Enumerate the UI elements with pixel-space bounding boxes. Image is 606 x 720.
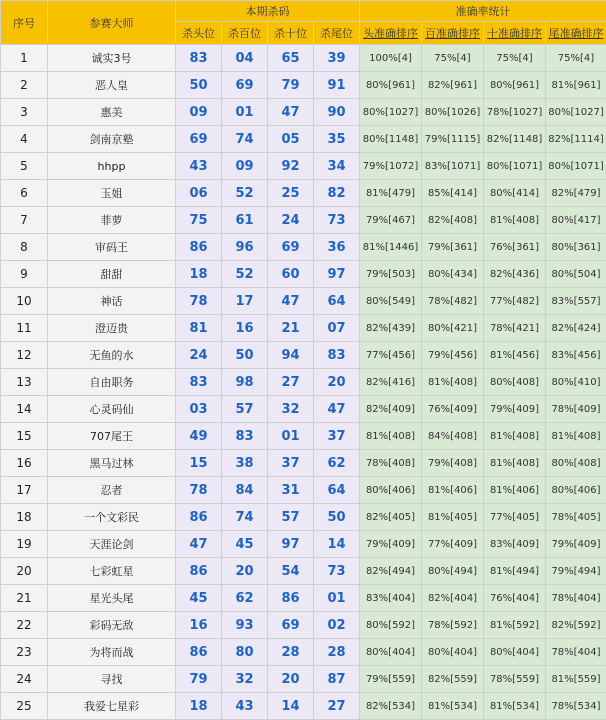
accuracy-value: 79%[408] <box>422 450 484 477</box>
table-row <box>1 585 606 612</box>
kill-number: 69 <box>176 126 222 153</box>
master-name: 心灵码仙 <box>48 396 176 423</box>
kill-number: 47 <box>314 396 360 423</box>
accuracy-value: 75%[4] <box>546 45 606 72</box>
kill-number: 52 <box>222 261 268 288</box>
accuracy-value: 81%[408] <box>360 423 422 450</box>
accuracy-value: 80%[1148] <box>360 126 422 153</box>
accuracy-value: 81%[408] <box>546 423 606 450</box>
kill-number: 16 <box>222 315 268 342</box>
accuracy-value: 82%[534] <box>360 693 422 720</box>
row-index: 14 <box>1 396 48 423</box>
accuracy-value: 78%[592] <box>422 612 484 639</box>
master-name: 澄迈贵 <box>48 315 176 342</box>
kill-number: 57 <box>222 396 268 423</box>
kill-number: 43 <box>222 693 268 720</box>
accuracy-value: 81%[494] <box>484 558 546 585</box>
kill-number: 97 <box>314 261 360 288</box>
kill-number: 50 <box>176 72 222 99</box>
accuracy-value: 79%[409] <box>360 531 422 558</box>
kill-number: 18 <box>176 693 222 720</box>
kill-number: 36 <box>314 234 360 261</box>
kill-number: 65 <box>268 45 314 72</box>
accuracy-value: 78%[421] <box>484 315 546 342</box>
accuracy-value: 85%[414] <box>422 180 484 207</box>
accuracy-value: 77%[405] <box>484 504 546 531</box>
accuracy-value: 78%[404] <box>546 639 606 666</box>
master-name: 惠美 <box>48 99 176 126</box>
accuracy-value: 76%[404] <box>484 585 546 612</box>
kill-number: 84 <box>222 477 268 504</box>
accuracy-value: 77%[482] <box>484 288 546 315</box>
accuracy-value: 81%[408] <box>422 369 484 396</box>
accuracy-value: 100%[4] <box>360 45 422 72</box>
row-index: 5 <box>1 153 48 180</box>
accuracy-value: 82%[416] <box>360 369 422 396</box>
accuracy-value: 80%[361] <box>546 234 606 261</box>
kill-number: 45 <box>176 585 222 612</box>
row-index: 2 <box>1 72 48 99</box>
table-row <box>1 99 606 126</box>
master-name: 剑南京塾 <box>48 126 176 153</box>
table-body <box>1 45 606 720</box>
accuracy-value: 79%[409] <box>484 396 546 423</box>
row-index: 15 <box>1 423 48 450</box>
accuracy-value: 80%[404] <box>484 639 546 666</box>
kill-number: 69 <box>222 72 268 99</box>
accuracy-value: 77%[456] <box>360 342 422 369</box>
accuracy-value: 82%[559] <box>422 666 484 693</box>
kill-number: 81 <box>176 315 222 342</box>
accuracy-value: 81%[408] <box>484 207 546 234</box>
kill-number: 37 <box>314 423 360 450</box>
kill-number: 50 <box>222 342 268 369</box>
kill-number: 73 <box>314 207 360 234</box>
accuracy-value: 80%[406] <box>360 477 422 504</box>
accuracy-value: 80%[592] <box>360 612 422 639</box>
kill-number: 14 <box>268 693 314 720</box>
kill-number: 47 <box>268 99 314 126</box>
master-name: 七彩虹星 <box>48 558 176 585</box>
header-accuracy-sort-label[interactable]: 十准确排序 <box>487 27 542 40</box>
kill-number: 47 <box>176 531 222 558</box>
kill-number: 09 <box>176 99 222 126</box>
row-index: 21 <box>1 585 48 612</box>
master-name: 玉姐 <box>48 180 176 207</box>
table-row <box>1 72 606 99</box>
accuracy-value: 79%[1115] <box>422 126 484 153</box>
accuracy-value: 80%[494] <box>422 558 484 585</box>
accuracy-value: 78%[408] <box>360 450 422 477</box>
kill-number: 86 <box>176 234 222 261</box>
kill-number: 15 <box>176 450 222 477</box>
accuracy-value: 81%[406] <box>422 477 484 504</box>
master-name: 星光头尾 <box>48 585 176 612</box>
kill-number: 16 <box>176 612 222 639</box>
kill-number: 39 <box>314 45 360 72</box>
kill-number: 28 <box>314 639 360 666</box>
kill-number: 83 <box>176 369 222 396</box>
accuracy-value: 80%[414] <box>484 180 546 207</box>
row-index: 18 <box>1 504 48 531</box>
accuracy-value: 81%[479] <box>360 180 422 207</box>
accuracy-value: 80%[1071] <box>484 153 546 180</box>
accuracy-value: 79%[1072] <box>360 153 422 180</box>
accuracy-value: 81%[408] <box>484 450 546 477</box>
master-name: 彩码无敌 <box>48 612 176 639</box>
kill-number: 45 <box>222 531 268 558</box>
master-name: 恶人皇 <box>48 72 176 99</box>
table-row <box>1 396 606 423</box>
row-index: 10 <box>1 288 48 315</box>
table-row <box>1 693 606 720</box>
row-index: 17 <box>1 477 48 504</box>
master-name: 我爱七星彩 <box>48 693 176 720</box>
kill-number: 50 <box>314 504 360 531</box>
kill-number: 86 <box>176 639 222 666</box>
header-master: 参赛大师 <box>48 1 176 45</box>
row-index: 25 <box>1 693 48 720</box>
kill-number: 32 <box>268 396 314 423</box>
accuracy-value: 82%[424] <box>546 315 606 342</box>
master-name: 天涯论剑 <box>48 531 176 558</box>
kill-number: 35 <box>314 126 360 153</box>
kill-number: 01 <box>314 585 360 612</box>
accuracy-value: 83%[557] <box>546 288 606 315</box>
accuracy-value: 80%[408] <box>546 450 606 477</box>
kill-number: 49 <box>176 423 222 450</box>
accuracy-value: 78%[404] <box>546 585 606 612</box>
header-accuracy-sort-link[interactable] <box>422 22 484 45</box>
accuracy-value: 75%[4] <box>422 45 484 72</box>
header-accuracy-group: 准确率统计 <box>360 1 606 22</box>
table-row <box>1 315 606 342</box>
kill-number: 27 <box>268 369 314 396</box>
kill-number: 24 <box>268 207 314 234</box>
header-accuracy-sort-link[interactable] <box>484 22 546 45</box>
accuracy-value: 78%[1027] <box>484 99 546 126</box>
accuracy-value: 80%[1026] <box>422 99 484 126</box>
kill-number: 97 <box>268 531 314 558</box>
kill-number: 18 <box>176 261 222 288</box>
kill-number: 64 <box>314 477 360 504</box>
kill-number: 52 <box>222 180 268 207</box>
kill-number: 24 <box>176 342 222 369</box>
table-row <box>1 639 606 666</box>
accuracy-value: 80%[421] <box>422 315 484 342</box>
accuracy-value: 82%[479] <box>546 180 606 207</box>
accuracy-value: 79%[559] <box>360 666 422 693</box>
table-row <box>1 531 606 558</box>
accuracy-value: 83%[404] <box>360 585 422 612</box>
master-name: 菲萝 <box>48 207 176 234</box>
kill-number: 83 <box>314 342 360 369</box>
table-row <box>1 477 606 504</box>
kill-number: 79 <box>176 666 222 693</box>
accuracy-value: 79%[467] <box>360 207 422 234</box>
accuracy-value: 80%[961] <box>360 72 422 99</box>
kill-number: 83 <box>176 45 222 72</box>
accuracy-value: 80%[1027] <box>360 99 422 126</box>
table-row <box>1 666 606 693</box>
kill-number: 64 <box>314 288 360 315</box>
master-name: 无鱼的水 <box>48 342 176 369</box>
table-row <box>1 180 606 207</box>
accuracy-value: 83%[456] <box>546 342 606 369</box>
accuracy-value: 80%[1027] <box>546 99 606 126</box>
header-index: 序号 <box>1 1 48 45</box>
accuracy-value: 79%[494] <box>546 558 606 585</box>
kill-number: 73 <box>314 558 360 585</box>
accuracy-value: 82%[494] <box>360 558 422 585</box>
kill-number: 20 <box>222 558 268 585</box>
master-name: 707尾王 <box>48 423 176 450</box>
accuracy-value: 78%[409] <box>546 396 606 423</box>
kill-number: 78 <box>176 477 222 504</box>
kill-number: 86 <box>176 558 222 585</box>
row-index: 1 <box>1 45 48 72</box>
table-row <box>1 207 606 234</box>
kill-number: 34 <box>314 153 360 180</box>
accuracy-value: 83%[1071] <box>422 153 484 180</box>
row-index: 6 <box>1 180 48 207</box>
kill-number: 61 <box>222 207 268 234</box>
table-row <box>1 126 606 153</box>
table-row <box>1 261 606 288</box>
table-row <box>1 558 606 585</box>
accuracy-value: 82%[1148] <box>484 126 546 153</box>
kill-number: 86 <box>268 585 314 612</box>
accuracy-value: 81%[406] <box>484 477 546 504</box>
header-accuracy-sort-link[interactable] <box>546 22 606 45</box>
header-kill-col: 杀头位 <box>176 22 222 45</box>
accuracy-value: 78%[482] <box>422 288 484 315</box>
header-kill-col: 杀十位 <box>268 22 314 45</box>
master-name: 黑马过林 <box>48 450 176 477</box>
table-row <box>1 234 606 261</box>
kill-number: 06 <box>176 180 222 207</box>
accuracy-value: 78%[405] <box>546 504 606 531</box>
accuracy-value: 80%[504] <box>546 261 606 288</box>
accuracy-value: 81%[534] <box>484 693 546 720</box>
kill-number: 37 <box>268 450 314 477</box>
kill-number: 02 <box>314 612 360 639</box>
master-name: 审码王 <box>48 234 176 261</box>
kill-number: 60 <box>268 261 314 288</box>
table-row <box>1 45 606 72</box>
accuracy-value: 80%[961] <box>484 72 546 99</box>
kill-number: 78 <box>176 288 222 315</box>
accuracy-value: 81%[1446] <box>360 234 422 261</box>
kill-number: 25 <box>268 180 314 207</box>
kill-number: 74 <box>222 504 268 531</box>
header-accuracy-sort-label[interactable]: 头准确排序 <box>363 27 418 40</box>
accuracy-value: 79%[503] <box>360 261 422 288</box>
kill-number: 07 <box>314 315 360 342</box>
kill-number: 03 <box>176 396 222 423</box>
accuracy-value: 80%[434] <box>422 261 484 288</box>
accuracy-value: 81%[592] <box>484 612 546 639</box>
kill-number: 57 <box>268 504 314 531</box>
kill-number: 54 <box>268 558 314 585</box>
accuracy-value: 82%[409] <box>360 396 422 423</box>
kill-number: 62 <box>314 450 360 477</box>
kill-number: 62 <box>222 585 268 612</box>
table-row <box>1 369 606 396</box>
accuracy-value: 76%[361] <box>484 234 546 261</box>
row-index: 8 <box>1 234 48 261</box>
accuracy-value: 79%[361] <box>422 234 484 261</box>
table-row <box>1 153 606 180</box>
row-index: 24 <box>1 666 48 693</box>
table-row <box>1 342 606 369</box>
header-kill-group: 本期杀码 <box>176 1 360 22</box>
table-header <box>1 1 606 45</box>
kill-number: 04 <box>222 45 268 72</box>
accuracy-value: 80%[408] <box>484 369 546 396</box>
master-name: 神话 <box>48 288 176 315</box>
kill-number: 31 <box>268 477 314 504</box>
kill-number: 90 <box>314 99 360 126</box>
kill-number: 47 <box>268 288 314 315</box>
table-row <box>1 504 606 531</box>
kill-number: 69 <box>268 612 314 639</box>
kill-number: 96 <box>222 234 268 261</box>
row-index: 11 <box>1 315 48 342</box>
kill-number: 91 <box>314 72 360 99</box>
kill-number: 05 <box>268 126 314 153</box>
accuracy-value: 82%[961] <box>422 72 484 99</box>
accuracy-value: 82%[405] <box>360 504 422 531</box>
accuracy-value: 79%[456] <box>422 342 484 369</box>
accuracy-value: 81%[405] <box>422 504 484 531</box>
accuracy-value: 81%[408] <box>484 423 546 450</box>
kill-number: 17 <box>222 288 268 315</box>
kill-number: 20 <box>314 369 360 396</box>
row-index: 20 <box>1 558 48 585</box>
row-index: 13 <box>1 369 48 396</box>
kill-number: 27 <box>314 693 360 720</box>
table-row <box>1 288 606 315</box>
table-row <box>1 423 606 450</box>
accuracy-value: 81%[534] <box>422 693 484 720</box>
kill-number: 43 <box>176 153 222 180</box>
accuracy-value: 76%[409] <box>422 396 484 423</box>
master-name: 为将而战 <box>48 639 176 666</box>
accuracy-value: 82%[408] <box>422 207 484 234</box>
master-name: 一个文彩民 <box>48 504 176 531</box>
header-accuracy-sort-link[interactable] <box>360 22 422 45</box>
kill-number: 94 <box>268 342 314 369</box>
accuracy-value: 80%[410] <box>546 369 606 396</box>
accuracy-value: 78%[559] <box>484 666 546 693</box>
accuracy-value: 80%[1071] <box>546 153 606 180</box>
header-accuracy-sort-label[interactable]: 尾准确排序 <box>548 27 604 40</box>
accuracy-value: 81%[961] <box>546 72 606 99</box>
kill-number: 09 <box>222 153 268 180</box>
kill-number: 93 <box>222 612 268 639</box>
master-name: 自由职务 <box>48 369 176 396</box>
master-name: 忍者 <box>48 477 176 504</box>
row-index: 4 <box>1 126 48 153</box>
accuracy-value: 80%[406] <box>546 477 606 504</box>
master-name: hhpp <box>48 153 176 180</box>
header-accuracy-sort-label[interactable]: 百准确排序 <box>425 27 480 40</box>
accuracy-value: 80%[404] <box>422 639 484 666</box>
kill-number: 28 <box>268 639 314 666</box>
header-kill-col: 杀尾位 <box>314 22 360 45</box>
accuracy-value: 80%[549] <box>360 288 422 315</box>
accuracy-value: 79%[409] <box>546 531 606 558</box>
master-name: 甜甜 <box>48 261 176 288</box>
kill-number: 83 <box>222 423 268 450</box>
kill-number: 87 <box>314 666 360 693</box>
master-name: 寻找 <box>48 666 176 693</box>
row-index: 9 <box>1 261 48 288</box>
kill-number: 82 <box>314 180 360 207</box>
master-name: 诚实3号 <box>48 45 176 72</box>
kill-number: 14 <box>314 531 360 558</box>
kill-number: 32 <box>222 666 268 693</box>
accuracy-value: 82%[436] <box>484 261 546 288</box>
kill-number: 74 <box>222 126 268 153</box>
kill-number: 38 <box>222 450 268 477</box>
accuracy-value: 84%[408] <box>422 423 484 450</box>
kill-number: 69 <box>268 234 314 261</box>
row-index: 12 <box>1 342 48 369</box>
row-index: 16 <box>1 450 48 477</box>
row-index: 23 <box>1 639 48 666</box>
row-index: 7 <box>1 207 48 234</box>
kill-number: 86 <box>176 504 222 531</box>
accuracy-value: 81%[456] <box>484 342 546 369</box>
kill-number: 01 <box>268 423 314 450</box>
table-row <box>1 450 606 477</box>
kill-number: 21 <box>268 315 314 342</box>
accuracy-value: 81%[559] <box>546 666 606 693</box>
table-row <box>1 612 606 639</box>
header-kill-col: 杀百位 <box>222 22 268 45</box>
accuracy-value: 80%[404] <box>360 639 422 666</box>
kill-number: 79 <box>268 72 314 99</box>
accuracy-value: 82%[592] <box>546 612 606 639</box>
accuracy-value: 77%[409] <box>422 531 484 558</box>
accuracy-value: 83%[409] <box>484 531 546 558</box>
kill-number: 20 <box>268 666 314 693</box>
accuracy-value: 82%[1114] <box>546 126 606 153</box>
kill-number: 92 <box>268 153 314 180</box>
accuracy-value: 82%[439] <box>360 315 422 342</box>
row-index: 22 <box>1 612 48 639</box>
accuracy-value: 80%[417] <box>546 207 606 234</box>
row-index: 19 <box>1 531 48 558</box>
kill-number: 75 <box>176 207 222 234</box>
kill-number: 98 <box>222 369 268 396</box>
kill-number: 01 <box>222 99 268 126</box>
row-index: 3 <box>1 99 48 126</box>
accuracy-value: 78%[534] <box>546 693 606 720</box>
kill-number: 80 <box>222 639 268 666</box>
accuracy-value: 82%[404] <box>422 585 484 612</box>
accuracy-value: 75%[4] <box>484 45 546 72</box>
